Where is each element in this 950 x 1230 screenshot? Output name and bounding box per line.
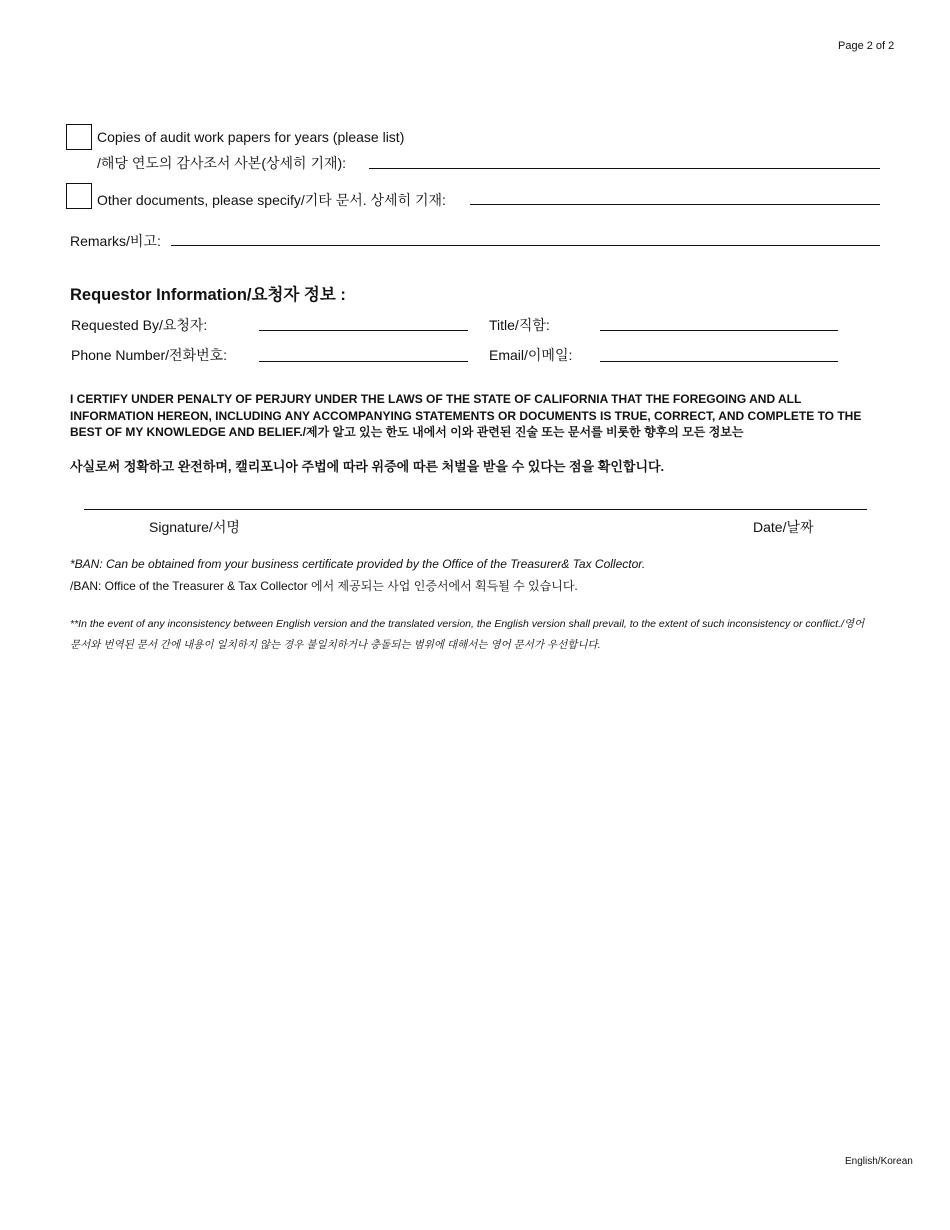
audit-papers-label: Copies of audit work papers for years (please list)	[97, 129, 405, 145]
footer-language: English/Korean	[845, 1156, 913, 1167]
remarks-label: Remarks/비고:	[70, 233, 161, 249]
audit-papers-label-ko: /해당 연도의 감사조서 사본(상세히 기재):	[97, 155, 347, 171]
date-label: Date/날짜	[753, 519, 814, 535]
requested-by-label: Requested By/요청자:	[71, 317, 208, 333]
email-field[interactable]	[600, 361, 838, 362]
email-label: Email/이메일:	[489, 347, 573, 363]
ban-note-en: *BAN: Can be obtained from your business certificate provided by the Office of the Treasurer& Tax Collector.	[70, 557, 646, 571]
other-documents-field[interactable]	[470, 204, 880, 205]
title-field[interactable]	[600, 330, 838, 331]
phone-number-field[interactable]	[259, 361, 468, 362]
certification-statement-ko: 사실로써 정확하고 완전하며, 캘리포니아 주법에 따라 위증에 따른 처벌을 받을 수 있다는 점을 확인합니다.	[70, 459, 665, 474]
audit-papers-checkbox[interactable]	[66, 124, 92, 150]
signature-date-line[interactable]	[84, 509, 867, 510]
inconsistency-note-line1: **In the event of any inconsistency between English version and the translated version, the English version shall prevail, to the extent of such inconsistency or conflict./영어	[70, 618, 865, 630]
remarks-field[interactable]	[171, 245, 880, 246]
phone-number-label: Phone Number/전화번호:	[71, 347, 228, 363]
page-number: Page 2 of 2	[838, 40, 895, 52]
other-documents-checkbox[interactable]	[66, 183, 92, 209]
requested-by-field[interactable]	[259, 330, 468, 331]
title-label: Title/직함:	[489, 317, 550, 333]
audit-papers-field[interactable]	[369, 168, 880, 169]
certification-statement: I CERTIFY UNDER PENALTY OF PERJURY UNDER THE LAWS OF THE STATE OF CALIFORNIA THAT THE FOREGOING AND ALL INFORMATION HEREON, INCLUDING ANY ACCOMPANYING STATEMENTS OR DOCUMENTS IS TRUE, CORRECT, AND COMPLETE TO THE BEST OF MY KNOWLEDGE AND BELIEF./제가 알고 있는 한도 내에서 이와 관련된 진술 또는 문서를 비롯한 향후의 모든 정보는	[70, 392, 862, 439]
inconsistency-note-line2: 문서와 번역된 문서 간에 내용이 일치하지 않는 경우 불일치하거나 충돌되는 범위에 대해서는 영어 문서가 우선합니다.	[70, 639, 601, 651]
ban-note-ko: /BAN: Office of the Treasurer & Tax Collector 에서 제공되는 사업 인증서에서 획득될 수 있습니다.	[70, 579, 578, 593]
signature-label: Signature/서명	[149, 519, 240, 535]
other-documents-label: Other documents, please specify/기타 문서. 상세히 기재:	[97, 192, 446, 208]
requestor-heading: Requestor Information/요청자 정보 :	[70, 286, 346, 304]
